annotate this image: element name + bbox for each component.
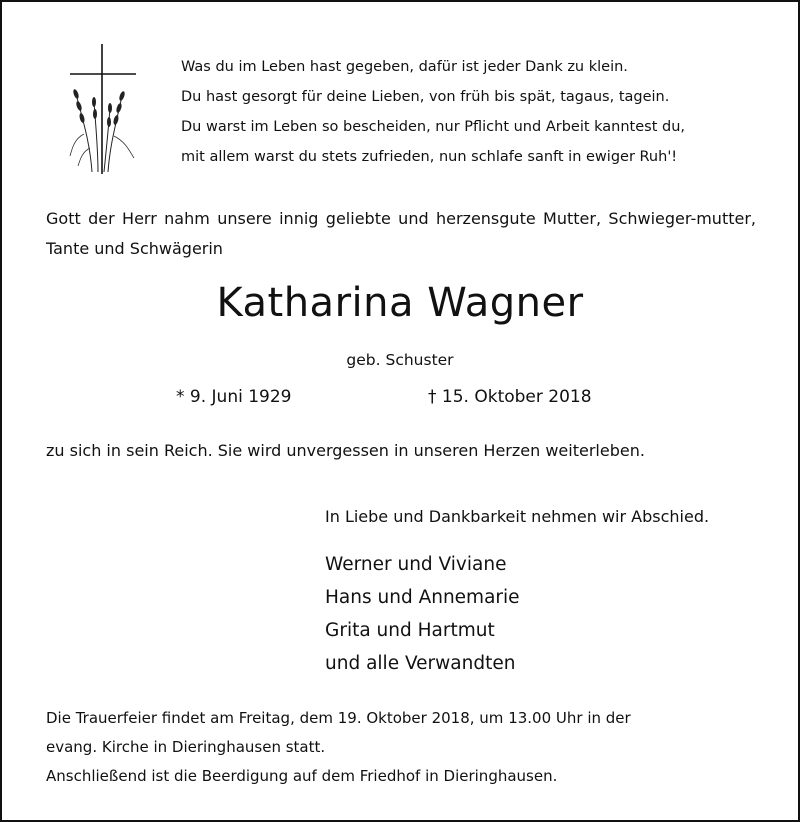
service-info — [46, 704, 631, 791]
poem-line: Was du im Leben hast gegeben, dafür ist jeder Dank zu klein. — [181, 59, 628, 75]
mourner-entry: Grita und Hartmut — [325, 620, 495, 641]
service-line: evang. Kirche in Dieringhausen statt. — [46, 738, 326, 756]
mourner-entry: Hans und Annemarie — [325, 587, 520, 608]
intro-text: Gott der Herr nahm unsere innig geliebte und herzensgute Mutter, Schwieger-mutter, Tante und Schwägerin — [46, 209, 756, 258]
closing-text: zu sich in sein Reich. Sie wird unvergessen in unseren Herzen weiterleben. — [46, 441, 645, 460]
cross-wheat-icon — [64, 44, 144, 176]
death-date: † 15. Oktober 2018 — [428, 387, 592, 407]
birth-date: * 9. Juni 1929 — [176, 387, 292, 407]
poem — [181, 52, 685, 172]
farewell-text: In Liebe und Dankbarkeit nehmen wir Abschied. — [325, 507, 710, 526]
service-line: Anschließend ist die Beerdigung auf dem Friedhof in Dieringhausen. — [46, 767, 558, 785]
birth-name: geb. Schuster — [346, 351, 454, 369]
poem-line: Du hast gesorgt für deine Lieben, von früh bis spät, tagaus, tagein. — [181, 89, 670, 105]
mourner-entry: Werner und Viviane — [325, 554, 507, 575]
poem-line: mit allem warst du stets zufrieden, nun schlafe sanft in ewiger Ruh'! — [181, 149, 678, 165]
mourners-list — [325, 548, 520, 680]
mourner-entry: und alle Verwandten — [325, 653, 516, 674]
service-line: Die Trauerfeier findet am Freitag, dem 19. Oktober 2018, um 13.00 Uhr in der — [46, 709, 631, 727]
deceased-name: Katharina Wagner — [216, 280, 584, 326]
poem-line: Du warst im Leben so bescheiden, nur Pflicht und Arbeit kanntest du, — [181, 119, 686, 135]
